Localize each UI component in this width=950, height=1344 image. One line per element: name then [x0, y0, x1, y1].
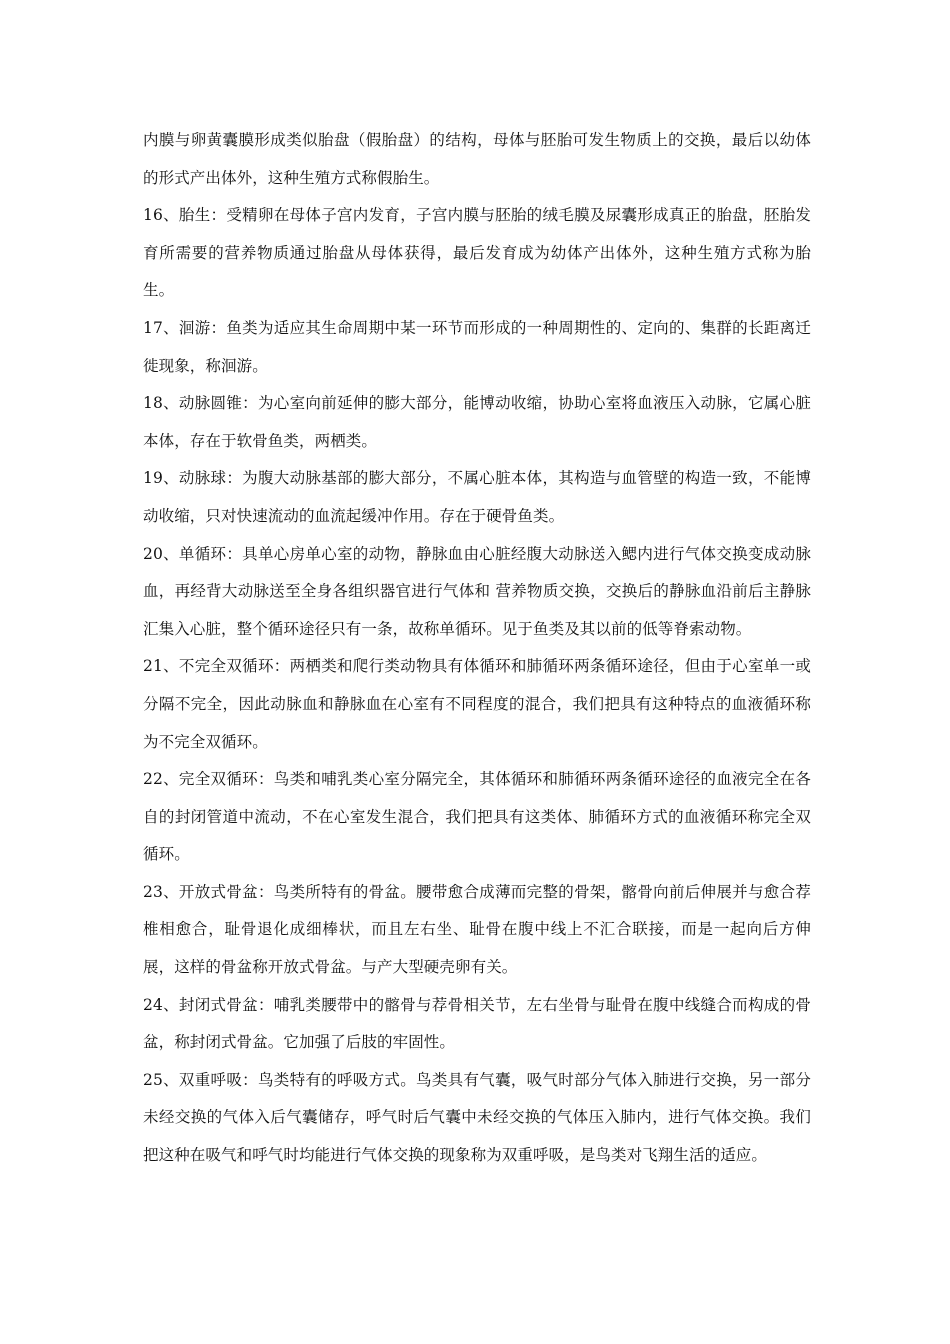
- paragraph-25-double-respiration: 25、双重呼吸：鸟类特有的呼吸方式。鸟类具有气囊，吸气时部分气体入肺进行交换，另一部分未经交换的气体入后气囊储存，呼气时后气囊中未经交换的气体压入肺内，进行气体交换。我们把这种在吸气和呼气时均能进行气体交换的现象称为双重呼吸，是鸟类对飞翔生活的适应。: [143, 1070, 811, 1165]
- paragraph-24-closed-pelvis: 24、封闭式骨盆：哺乳类腰带中的髂骨与荐骨相关节，左右坐骨与耻骨在腹中线缝合而构成的骨盆，称封闭式骨盆。它加强了后肢的牢固性。: [143, 995, 811, 1052]
- paragraph-19-bulbus-arteriosus: 19、动脉球：为腹大动脉基部的膨大部分，不属心脏本体，其构造与血管壁的构造一致，不能博动收缩，只对快速流动的血流起缓冲作用。存在于硬骨鱼类。: [143, 469, 811, 525]
- paragraph-18-conus-arteriosus: 18、动脉圆锥：为心室向前延伸的膨大部分，能博动收缩，协助心室将血液压入动脉，它属心脏本体，存在于软骨鱼类，两栖类。: [143, 394, 811, 450]
- paragraph-20-single-circulation: 20、单循环：具单心房单心室的动物，静脉血由心脏经腹大动脉送入鳃内进行气体交换变成动脉血，再经背大动脉送至全身各组织器官进行气体和 营养物质交换，交换后的静脉血沿前后主静脉汇集入心脏，整个循环途径只有一条，故称单循环。见于鱼类及其以前的低等脊索动物。: [143, 544, 811, 638]
- paragraph-16-viviparity: 16、胎生：受精卵在母体子宫内发育，子宫内膜与胚胎的绒毛膜及尿囊形成真正的胎盘，胚胎发育所需要的营养物质通过胎盘从母体获得，最后发育成为幼体产出体外，这种生殖方式称为胎生。: [143, 206, 811, 300]
- paragraph-17-migration: 17、洄游：鱼类为适应其生命周期中某一环节而形成的一种周期性的、定向的、集群的长距离迁徙现象，称洄游。: [143, 318, 811, 375]
- document-body: [143, 122, 811, 1175]
- paragraph-23-open-pelvis: 23、开放式骨盆：鸟类所特有的骨盆。腰带愈合成薄而完整的骨架，髂骨向前后伸展并与愈合荐椎相愈合，耻骨退化成细棒状，而且左右坐、耻骨在腹中线上不汇合联接，而是一起向后方伸展，这样的骨盆称开放式骨盆。与产大型硬壳卵有关。: [143, 882, 811, 977]
- paragraph-22-complete-double-circulation: 22、完全双循环：鸟类和哺乳类心室分隔完全，其体循环和肺循环两条循环途径的血液完全在各自的封闭管道中流动，不在心室发生混合，我们把具有这类体、肺循环方式的血液循环称完全双循环。: [143, 770, 811, 864]
- paragraph-21-incomplete-double-circulation: 21、不完全双循环：两栖类和爬行类动物具有体循环和肺循环两条循环途径，但由于心室单一或分隔不完全，因此动脉血和静脉血在心室有不同程度的混合，我们把具有这种特点的血液循环称为不完全双循环。: [143, 657, 811, 751]
- paragraph-continuation: 内膜与卵黄囊膜形成类似胎盘（假胎盘）的结构，母体与胚胎可发生物质上的交换，最后以幼体的形式产出体外，这种生殖方式称假胎生。: [143, 131, 811, 187]
